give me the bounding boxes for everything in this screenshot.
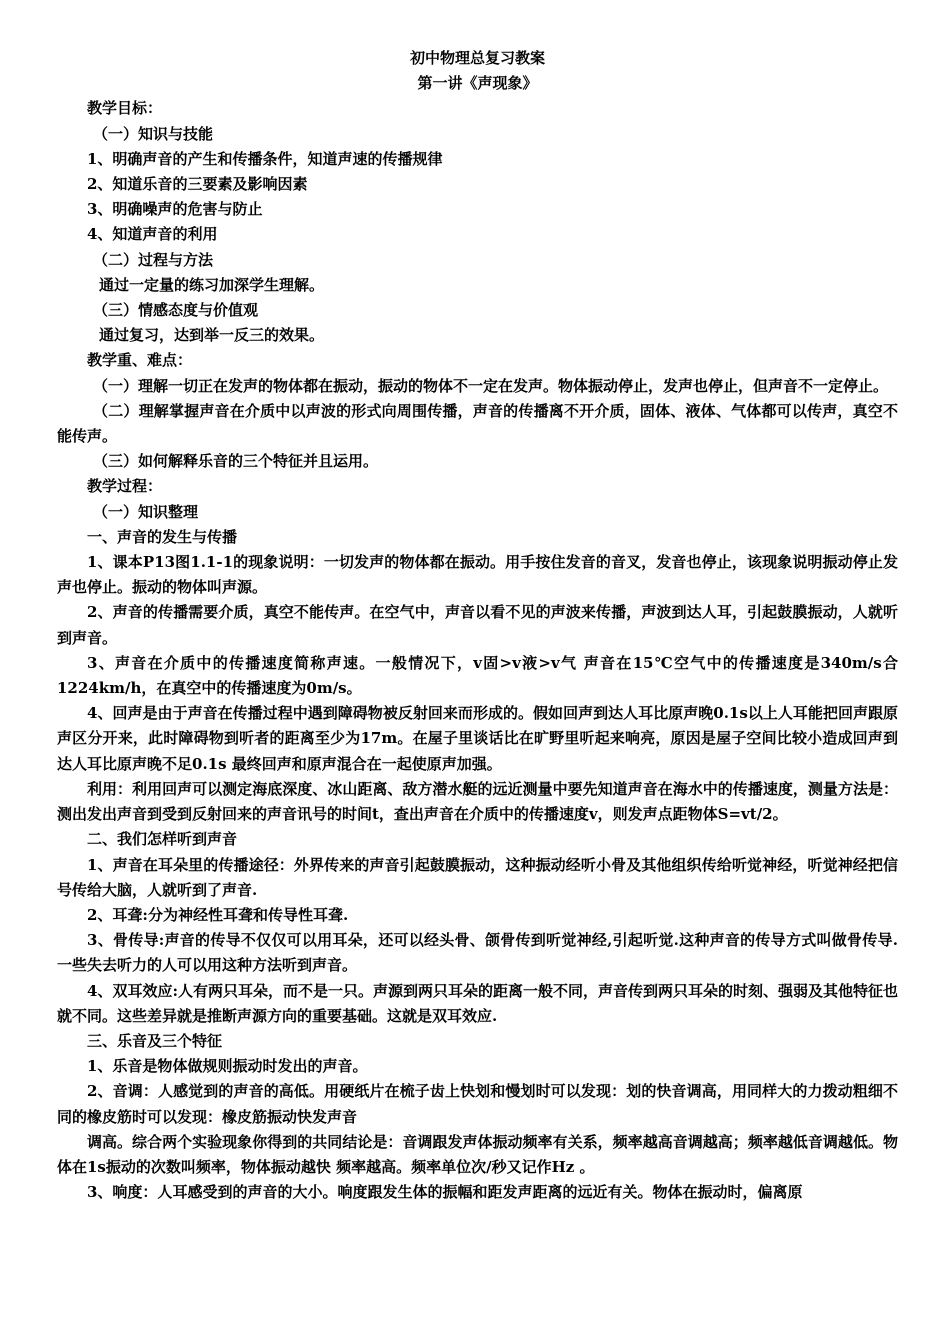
paragraph: 通过复习，达到举一反三的效果。 xyxy=(99,326,325,345)
paragraph: 通过一定量的练习加深学生理解。 xyxy=(99,275,325,294)
list-item: 2、知道乐音的三要素及影响因素 xyxy=(87,175,308,194)
subsection-heading: （一）知识与技能 xyxy=(93,124,214,143)
subsection-heading: （一）知识整理 xyxy=(93,502,199,521)
document-title: 初中物理总复习教案 xyxy=(409,49,545,67)
section-heading: 三、乐音及三个特征 xyxy=(87,1031,223,1050)
section-heading: 二、我们怎样听到声音 xyxy=(87,830,238,849)
paragraph: 2、声音的传播需要介质，真空不能传声。在空气中，声音以看不见的声波来传播，声波到达人耳，引起鼓膜振动，人就听到声音。 xyxy=(57,603,898,647)
paragraph: （二）理解掌握声音在介质中以声波的形式向周围传播，声音的传播离不开介质，固体、液体、气体都可以传声，真空不能传声。 xyxy=(57,401,898,446)
paragraph: 4、回声是由于声音在传播过程中遇到障碍物被反射回来而形成的。假如回声到达人耳比原声晚0.1s以上人耳能把回声跟原声区分开来，此时障碍物到听者的距离至少为17m。在屋子里谈话比在旷野里听起来响亮，原因是屋子空间比较小造成回声到达人耳比原声晚不足0.1s 最终回声和原声混合在一起使原声加强。 xyxy=(57,704,898,773)
paragraph: 3、响度：人耳感受到的声音的大小。响度跟发生体的振幅和距发声距离的远近有关。物体在振动时，偏离原 xyxy=(87,1183,803,1202)
section-heading: 教学目标： xyxy=(87,99,163,118)
lecture-title: 第一讲《声现象》 xyxy=(417,74,538,93)
paragraph: 3、声音在介质中的传播速度简称声速。一般情况下，v固>v液>v气 声音在15℃空气中的传播速度是340m/s合1224km/h，在真空中的传播速度为0m/s。 xyxy=(57,653,898,698)
list-item: 3、明确噪声的危害与防止 xyxy=(87,200,263,219)
section-heading: 教学过程： xyxy=(87,477,163,496)
paragraph: 2、耳聋:分为神经性耳聋和传导性耳聋. xyxy=(87,905,349,924)
paragraph: （一）理解一切正在发声的物体都在振动，振动的物体不一定在发声。物体振动停止，发声也停止，但声音不一定停止。 xyxy=(93,376,889,395)
paragraph: 1、课本P13图1.1-1的现象说明：一切发声的物体都在振动。用手按住发音的音叉，发音也停止，该现象说明振动停止发声也停止。振动的物体叫声源。 xyxy=(57,553,898,597)
paragraph: 利用：利用回声可以测定海底深度、冰山距离、敌方潜水艇的远近测量中要先知道声音在海水中的传播速度，测量方法是：测出发出声音到受到反射回来的声音讯号的时间t，查出声音在介质中的传播速度v，则发声点距物体S=vt/2。 xyxy=(57,779,898,824)
subsection-heading: （三）情感态度与价值观 xyxy=(93,301,259,320)
paragraph: 调高。综合两个实验现象你得到的共同结论是：音调跟发声体振动频率有关系，频率越高音调越高；频率越低音调越低。物体在1s振动的次数叫频率，物体振动越快 频率越高。频率单位次/秒又记作Hz 。 xyxy=(57,1132,898,1176)
paragraph: 2、音调：人感觉到的声音的高低。用硬纸片在梳子齿上快划和慢划时可以发现：划的快音调高，用同样大的力拨动粗细不同的橡皮筋时可以发现：橡皮筋振动快发声音 xyxy=(57,1082,898,1126)
paragraph: 3、骨传导:声音的传导不仅仅可以用耳朵，还可以经头骨、颌骨传到听觉神经,引起听觉.这种声音的传导方式叫做骨传导.一些失去听力的人可以用这种方法听到声音。 xyxy=(57,931,898,975)
section-heading: 教学重、难点： xyxy=(87,351,193,370)
subsection-heading: （二）过程与方法 xyxy=(93,250,214,269)
section-heading: 一、声音的发生与传播 xyxy=(87,527,238,546)
paragraph: 4、双耳效应:人有两只耳朵，而不是一只。声源到两只耳朵的距离一般不同，声音传到两只耳朵的时刻、强弱及其他特征也就不同。这些差异就是推断声源方向的重要基础。这就是双耳效应. xyxy=(57,981,898,1025)
list-item: 4、知道声音的利用 xyxy=(87,225,218,244)
paragraph: （三）如何解释乐音的三个特征并且运用。 xyxy=(93,452,379,471)
list-item: 1、明确声音的产生和传播条件，知道声速的传播规律 xyxy=(87,149,443,168)
paragraph: 1、乐音是物体做规则振动时发出的声音。 xyxy=(87,1057,368,1076)
paragraph: 1、声音在耳朵里的传播途径：外界传来的声音引起鼓膜振动，这种振动经听小骨及其他组织传给听觉神经，听觉神经把信号传给大脑，人就听到了声音. xyxy=(57,855,898,899)
